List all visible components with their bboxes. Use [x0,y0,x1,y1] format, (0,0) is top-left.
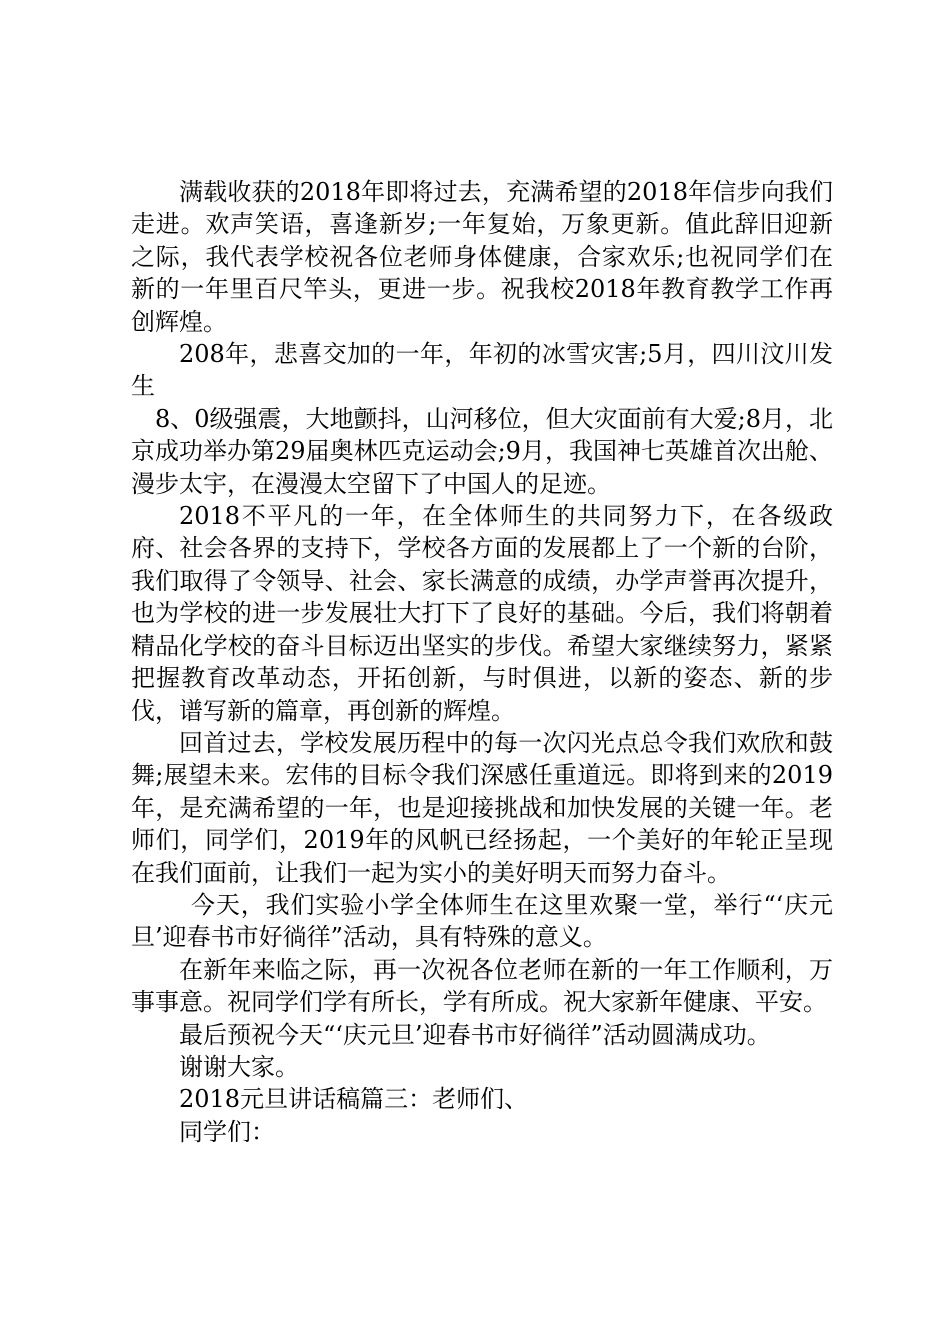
paragraph-salutation: 同学们： [179,1117,275,1146]
paragraph-section-heading: 2018元旦讲话稿篇三：老师们、 [179,1085,529,1114]
paragraph-school-achievements: 2018不平凡的一年，在全体师生的共同努力下，在各级政府、社会各界的支持下，学校各方面的发展都上了一个新的台阶，我们取得了令领导、社会、家长满意的成绩，办学声誉再次提升，也为学校的进一步发展壮大打下了良好的基础。今后，我们将朝着精品化学校的奋斗目标迈出坚实的步伐。希望大家继续努力，紧紧把握教育改革动态，开拓创新，与时俱进，以新的姿态、新的步伐，谱写新的篇章，再创新的辉煌。 [131,502,833,725]
paragraph-event-intro: 今天，我们实验小学全体师生在这里欢聚一堂，举行“‘庆元旦’迎春书市好徜徉”活动，具有特殊的意义。 [131,890,833,952]
paragraph-looking-forward: 回首过去，学校发展历程中的每一次闪光点总令我们欢欣和鼓舞;展望未来。宏伟的目标令我们深感任重道远。即将到来的2019年，是充满希望的一年，也是迎接挑战和加快发展的关键一年。老师们，同学们，2019年的风帆已经扬起，一个美好的年轮正呈现在我们面前，让我们一起为实小的美好明天而努力奋斗。 [131,728,833,887]
paragraph-new-year-greeting: 满载收获的2018年即将过去，充满希望的2018年信步向我们走进。欢声笑语，喜逢新岁;一年复始，万象更新。值此辞旧迎新之际，我代表学校祝各位老师身体健康，合家欢乐;也祝同学们在新的一年里百尺竿头，更进一步。祝我校2018年教育教学工作再创辉煌。 [131,178,833,336]
paragraph-thanks: 谢谢大家。 [179,1052,299,1081]
paragraph-year-review-start: 208年，悲喜交加的一年，年初的冰雪灾害;5月，四川汶川发生 [131,340,833,401]
paragraph-wishes: 在新年来临之际，再一次祝各位老师在新的一年工作顺利，万事事意。祝同学们学有所长，学有所成。祝大家新年健康、平安。 [131,955,833,1017]
paragraph-year-events: 8、0级强震，大地颤抖，山河移位，但大灾面前有大爱;8月，北京成功举办第29届奥林匹克运动会;9月，我国神七英雄首次出舱、漫步太宇，在漫漫太空留下了中国人的足迹。 [131,404,833,498]
document-body [131,176,833,1148]
paragraph-final-wish: 最后预祝今天“‘庆元旦’迎春书市好徜徉”活动圆满成功。 [179,1020,771,1049]
